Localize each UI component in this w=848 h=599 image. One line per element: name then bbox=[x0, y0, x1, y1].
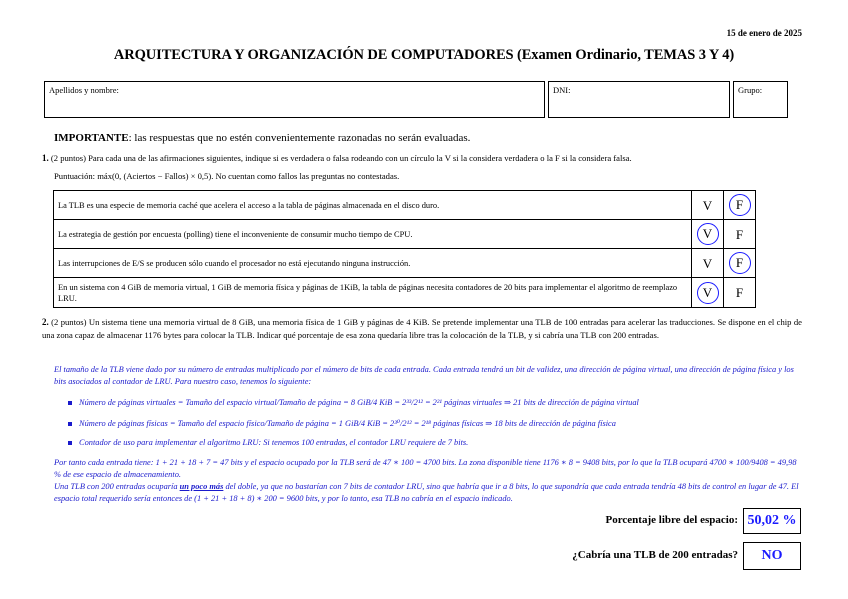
q2-statement bbox=[42, 316, 802, 341]
dni-field[interactable] bbox=[548, 81, 730, 118]
true-option[interactable] bbox=[692, 220, 724, 249]
statement-text: Las interrupciones de E/S se producen sólo cuando el procesador no está ejecutando ninguna instrucción. bbox=[54, 249, 692, 278]
bullet-text: Número de páginas físicas = Tamaño del espacio físico/Tamaño de página = 1 GiB/4 KiB = 2³⁰/2¹² = 2¹⁸ páginas físicas ⇒ 18 bits de dirección de página física bbox=[79, 419, 616, 428]
true-option[interactable]: V bbox=[692, 191, 724, 220]
important-bold: IMPORTANTE bbox=[54, 132, 129, 144]
result-fit-value: NO bbox=[743, 542, 801, 570]
selected-circle: F bbox=[729, 252, 751, 274]
answer-200-entries: Una TLB con 200 entradas ocuparía un poco más del doble, ya que no bastarían con 7 bits de contador LRU, sino que habría que ir a 8 bits, lo que supondría que cada entrada tendría 48 bits de control en lugar de 47. El espacio total requerido sería entonces de (1 + 21 + 18 + 8) ∗ 200 = 9600 bits, y por lo tanto, esa TLB no cabría en el espacio indicado. bbox=[54, 482, 799, 503]
selected-circle: V bbox=[697, 223, 719, 245]
dni-label: DNI: bbox=[553, 85, 571, 95]
group-field[interactable] bbox=[733, 81, 788, 118]
q2-number: 2. bbox=[42, 317, 49, 327]
list-item bbox=[68, 438, 468, 447]
table-row bbox=[54, 249, 756, 278]
result-free-value: 50,02 % bbox=[743, 508, 801, 534]
q1-scoring: Puntuación: máx(0, (Aciertos − Fallos) × 0,5). No cuentan como fallos las preguntas no contestadas. bbox=[54, 171, 400, 181]
bullet-icon bbox=[68, 441, 72, 445]
list-item bbox=[68, 397, 639, 407]
false-option[interactable]: F bbox=[724, 220, 756, 249]
emphasis-text: un poco más bbox=[179, 482, 224, 491]
bullet-icon bbox=[68, 401, 72, 405]
result-free-label: Porcentaje libre del espacio: bbox=[605, 514, 738, 526]
q1-number: 1. bbox=[42, 153, 49, 163]
answer-calculation: Por tanto cada entrada tiene: 1 + 21 + 18 + 7 = 47 bits y el espacio ocupado por la TLB será de 47 ∗ 100 = 4700 bits. La zona disponible tiene 1176 ∗ 8 = 9408 bits, por lo que la TLB ocupará 4700 ∗ 100/9408 = 49,98 % de ese espacio de almacenamiento. bbox=[54, 458, 797, 479]
group-label: Grupo: bbox=[738, 85, 763, 95]
bullet-text: Número de páginas virtuales = Tamaño del espacio virtual/Tamaño de página = 8 GiB/4 KiB = 2³³/2¹² = 2²¹ páginas virtuales ⇒ 21 bits de dirección de página virtual bbox=[79, 398, 639, 407]
bullet-icon bbox=[68, 422, 72, 426]
list-item bbox=[68, 418, 616, 428]
name-label: Apellidos y nombre: bbox=[49, 85, 119, 95]
false-option[interactable] bbox=[724, 249, 756, 278]
true-option[interactable] bbox=[692, 278, 724, 308]
exam-date: 15 de enero de 2025 bbox=[726, 28, 802, 38]
table-row bbox=[54, 278, 756, 308]
result-fit-label: ¿Cabría una TLB de 200 entradas? bbox=[572, 549, 738, 561]
important-text: : las respuestas que no estén convenientemente razonadas no serán evaluadas. bbox=[128, 132, 471, 144]
exam-title: ARQUITECTURA Y ORGANIZACIÓN DE COMPUTADORES (Examen Ordinario, TEMAS 3 Y 4) bbox=[113, 47, 735, 63]
q1-text: (2 puntos) Para cada una de las afirmaciones siguientes, indique si es verdadera o falsa rodeando con un círculo la V si la considera verdadera o la F si la considera falsa. bbox=[50, 153, 632, 163]
true-option[interactable]: V bbox=[692, 249, 724, 278]
false-option[interactable] bbox=[724, 191, 756, 220]
statement-text: En un sistema con 4 GiB de memoria virtual, 1 GiB de memoria física y páginas de 1KiB, la tabla de páginas necesita contadores de 20 bits para implementar el algoritmo de reemplazo LRU. bbox=[54, 278, 692, 308]
important-note bbox=[54, 132, 470, 144]
selected-circle: V bbox=[697, 282, 719, 304]
q2-text: (2 puntos) Un sistema tiene una memoria virtual de 8 GiB, una memoria física de 1 GiB y páginas de 4 KiB. Se pretende implementar una TLB de 100 entradas para acelerar las traducciones. Se dispone en el chip de una zona capaz de almacenar 1176 bytes para colocar la TLB. Indicar qué porcentaje de esa zona quedaría libre tras la colocación de la TLB, y si cabría una TLB con 200 entradas. bbox=[42, 317, 802, 340]
answer-intro: El tamaño de la TLB viene dado por su número de entradas multiplicado por el número de bits de cada entrada. Cada entrada tendrá un bit de validez, una dirección de página virtual, una dirección de página física y los bits asociados al contador de LRU. Para nuestro caso, tenemos lo siguiente: bbox=[54, 365, 794, 386]
bullet-text: Contador de uso para implementar el algoritmo LRU: Si tenemos 100 entradas, el contador LRU requiere de 7 bits. bbox=[79, 438, 469, 447]
statement-text: La TLB es una especie de memoria caché que acelera el acceso a la tabla de páginas almacenada en el disco duro. bbox=[54, 191, 692, 220]
table-row bbox=[54, 220, 756, 249]
false-option[interactable]: F bbox=[724, 278, 756, 308]
statement-text: La estrategia de gestión por encuesta (polling) tiene el inconveniente de consumir mucho tiempo de CPU. bbox=[54, 220, 692, 249]
true-false-table bbox=[53, 190, 756, 308]
q1-statement bbox=[42, 152, 802, 165]
selected-circle: F bbox=[729, 194, 751, 216]
name-field[interactable] bbox=[44, 81, 545, 118]
table-row bbox=[54, 191, 756, 220]
